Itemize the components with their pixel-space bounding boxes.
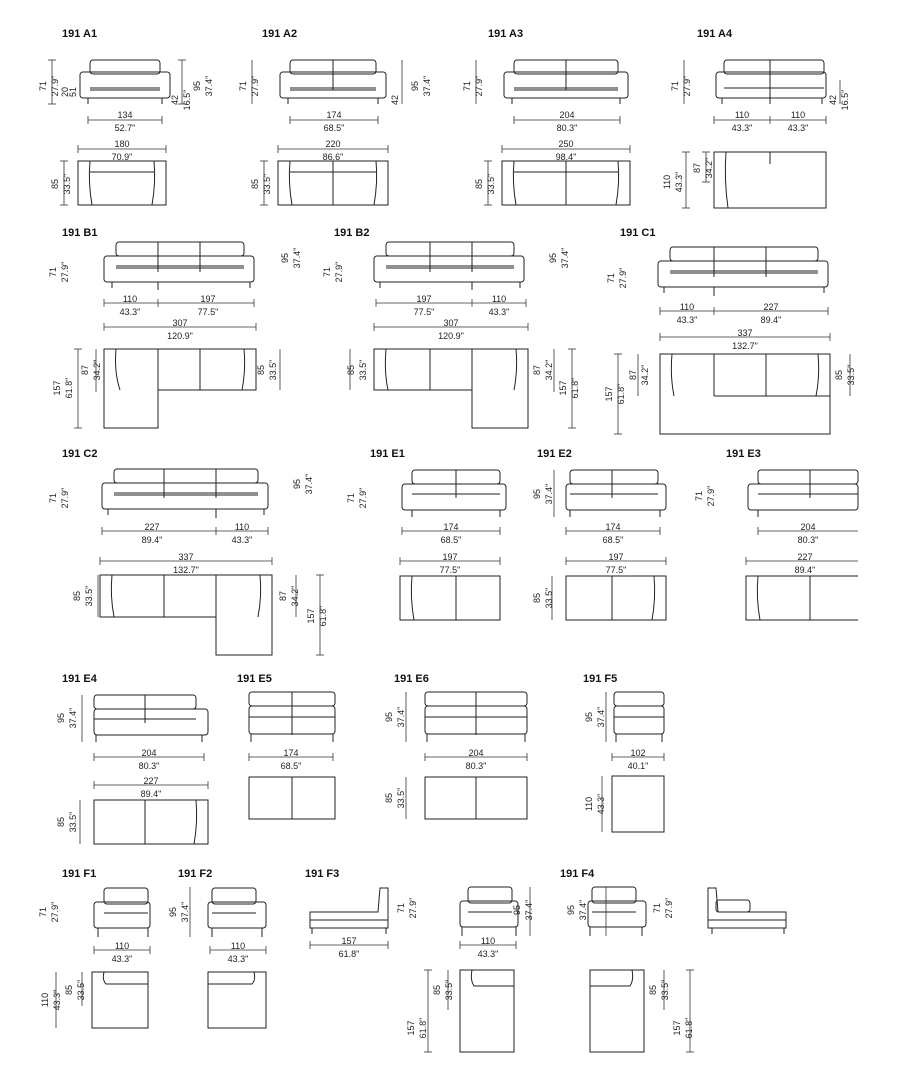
- module-f5-plan: [612, 776, 664, 832]
- dim-a2-h71-in: 27.9": [250, 75, 260, 97]
- dim-e2-depth-in: 33.5": [544, 587, 554, 609]
- dim-f3-std: 85: [432, 984, 442, 996]
- dim-b2-seg1-cm: 197: [416, 294, 432, 304]
- dim-c1-seg1-cm: 110: [679, 302, 695, 312]
- dim-e4-front-cm: 204: [141, 748, 157, 758]
- dim-a4-depth-in: 43.3": [674, 171, 684, 193]
- module-c1-elevation: [658, 247, 828, 296]
- dim-a2-depth: 85: [250, 178, 260, 190]
- dim-c1-deep-in: 34.2": [640, 364, 650, 386]
- dim-c1-seg2-in: 89.4": [760, 315, 782, 325]
- dim-e6-depth-in: 33.5": [396, 787, 406, 809]
- dim-b2-seg2-in: 43.3": [488, 307, 510, 317]
- dim-b1-deep-in: 34.2": [92, 359, 102, 381]
- dim-a1-h95-in: 37.4": [204, 75, 214, 97]
- module-f4-chaise-elevation: [708, 888, 786, 934]
- module-b2-plan: [374, 349, 528, 428]
- module-code-a2: 191 A2: [262, 28, 298, 40]
- module-code-f1: 191 F1: [62, 868, 97, 880]
- dim-f3-h71-in: 27.9": [408, 897, 418, 919]
- dim-b1-std: 85: [256, 364, 266, 376]
- dim-b2-h95: 95: [548, 252, 558, 264]
- dim-e2-total-cm: 197: [608, 552, 624, 562]
- dim-a1-h95: 95: [192, 80, 202, 92]
- dim-f3-depth-in: 61.8": [418, 1017, 428, 1039]
- module-e2-elevation: [566, 470, 666, 517]
- module-f3-chair-elevation: [460, 887, 518, 936]
- dim-c2-seg2-in: 43.3": [231, 535, 253, 545]
- dim-f4-h95: 95: [566, 904, 576, 916]
- dim-b2-overall-cm: 307: [443, 318, 459, 328]
- dim-e4-h95-in: 37.4": [68, 707, 78, 729]
- dim-c2-seg1-cm: 227: [144, 522, 160, 532]
- dim-e4-front-in: 80.3": [138, 761, 160, 771]
- module-code-f3: 191 F3: [305, 868, 340, 880]
- dim-c1-depth: 157: [604, 386, 614, 402]
- dim-b1-seg1-cm: 110: [122, 294, 138, 304]
- dim-e3-h71: 71: [694, 490, 704, 502]
- dim-e4-h95: 95: [56, 712, 66, 724]
- dim-b1-overall-in: 120.9": [167, 331, 193, 341]
- dim-c2-seg1-in: 89.4": [141, 535, 163, 545]
- dim-e6-h95-in: 37.4": [396, 706, 406, 728]
- module-a2-elevation: [280, 60, 386, 104]
- module-code-e4: 191 E4: [62, 673, 97, 685]
- module-f1-elevation: [94, 888, 150, 937]
- dim-a2-depth-in: 33.5": [262, 173, 272, 195]
- dim-f2-front-in: 43.3": [227, 954, 249, 964]
- module-f5-elevation: [614, 692, 664, 742]
- dim-a3-depth: 85: [474, 178, 484, 190]
- dim-a3-front-in: 80.3": [556, 123, 578, 133]
- dim-e1-total-cm: 197: [442, 552, 458, 562]
- dim-f1-depth: 110: [40, 992, 50, 1008]
- dim-c2-depth-in: 61.8": [318, 605, 328, 627]
- dim-e2-depth: 85: [532, 592, 542, 604]
- dim-c1-overall-cm: 337: [737, 328, 753, 338]
- dim-e4-depth-in: 33.5": [68, 811, 78, 833]
- dim-a4-arm: 42: [828, 94, 838, 106]
- dim-e6-front-in: 80.3": [465, 761, 487, 771]
- module-f3-plan: [460, 970, 514, 1052]
- dim-a3-h71-in: 27.9": [474, 75, 484, 97]
- dim-f3-chair-cm: 110: [480, 936, 496, 946]
- module-e1-plan: [400, 576, 500, 620]
- dim-c2-std-in: 33.5": [84, 585, 94, 607]
- dim-c2-depth: 157: [306, 608, 316, 624]
- dim-a4-right-cm: 110: [790, 110, 806, 120]
- module-code-b1: 191 B1: [62, 227, 98, 239]
- module-c1-plan: [660, 354, 830, 434]
- dim-b2-h71: 71: [322, 266, 332, 278]
- dim-f4-depth-in: 61.8": [684, 1017, 694, 1039]
- dim-e2-front-cm: 174: [605, 522, 621, 532]
- dim-f3-h95: 95: [512, 904, 522, 916]
- dim-f5-h95-in: 37.4": [596, 706, 606, 728]
- module-code-e1: 191 E1: [370, 448, 405, 460]
- dim-e1-total-in: 77.5": [439, 565, 461, 575]
- dim-f2-h95-in: 37.4": [180, 901, 190, 923]
- dim-c2-h95-in: 37.4": [304, 473, 314, 495]
- dim-e3-total-cm: 227: [797, 552, 813, 562]
- dim-f2-h95: 95: [168, 906, 178, 918]
- dim-e4-total-cm: 227: [143, 776, 159, 786]
- dim-e2-front-in: 68.5": [602, 535, 624, 545]
- module-code-b2: 191 B2: [334, 227, 370, 239]
- dim-b2-seg1-in: 77.5": [413, 307, 435, 317]
- module-f4-elevation: [588, 887, 646, 936]
- module-code-e3: 191 E3: [726, 448, 761, 460]
- module-b1-plan: [104, 349, 256, 428]
- dim-a3-total-in: 98.4": [555, 152, 577, 162]
- dim-f3-depth: 157: [406, 1020, 416, 1036]
- dim-f4-h95-in: 37.4": [578, 899, 588, 921]
- dim-f3-h71: 71: [396, 902, 406, 914]
- dim-e3-h71-in: 27.9": [706, 485, 716, 507]
- dim-a1-total-cm: 180: [114, 139, 130, 149]
- module-code-a3: 191 A3: [488, 28, 524, 40]
- dim-f1-h71: 71: [38, 906, 48, 918]
- module-e2-plan: [566, 576, 666, 620]
- dim-a1-seat: 20: [60, 86, 70, 98]
- module-code-e5: 191 E5: [237, 673, 272, 685]
- dim-b2-h95-in: 37.4": [560, 247, 570, 269]
- dim-e1-h71: 71: [346, 492, 356, 504]
- dim-e1-front-in: 68.5": [440, 535, 462, 545]
- dim-a2-total-cm: 220: [325, 139, 341, 149]
- module-code-f2: 191 F2: [178, 868, 213, 880]
- dim-f3-h95-in: 37.4": [524, 899, 534, 921]
- dim-f1-std: 85: [64, 984, 74, 996]
- dim-a4-arm-in: 16.5": [840, 89, 850, 111]
- dim-e6-depth: 85: [384, 792, 394, 804]
- module-a4-elevation: [716, 60, 826, 104]
- dim-c2-h71: 71: [48, 492, 58, 504]
- dim-b1-h71: 71: [48, 266, 58, 278]
- dim-a1-depth-in: 33.5": [62, 173, 72, 195]
- dim-a1-depth: 85: [50, 178, 60, 190]
- dim-f5-front-in: 40.1": [627, 761, 649, 771]
- dim-b1-seg2-cm: 197: [200, 294, 216, 304]
- dim-b2-seg2-cm: 110: [491, 294, 507, 304]
- dim-c1-deep: 87: [628, 369, 638, 381]
- dim-c2-seg2-cm: 110: [234, 522, 250, 532]
- dim-f1-h71-in: 27.9": [50, 901, 60, 923]
- dim-a4-left-cm: 110: [734, 110, 750, 120]
- module-f4-plan: [590, 970, 644, 1052]
- dim-a1-total-in: 70.9": [111, 152, 133, 162]
- dim-e5-front-cm: 174: [283, 748, 299, 758]
- module-f3-elevation: [310, 888, 388, 934]
- dim-f5-depth-in: 43.3": [596, 793, 606, 815]
- module-e6-elevation: [425, 692, 527, 742]
- dim-f5-depth: 110: [584, 796, 594, 812]
- module-c2-elevation: [102, 469, 268, 518]
- module-code-c2: 191 C2: [62, 448, 98, 460]
- dim-f4-depth: 157: [672, 1020, 682, 1036]
- module-code-f4: 191 F4: [560, 868, 595, 880]
- dim-c1-seg1-in: 43.3": [676, 315, 698, 325]
- dim-a3-depth-in: 33.5": [486, 173, 496, 195]
- dim-e1-front-cm: 174: [443, 522, 459, 532]
- module-e4-elevation: [94, 695, 208, 742]
- module-e3-plan: [746, 576, 858, 620]
- dim-a1-front-cm: 134: [117, 110, 133, 120]
- dim-a4-h71: 71: [670, 80, 680, 92]
- module-a3-elevation: [504, 60, 628, 104]
- module-a3-plan: [502, 161, 630, 205]
- dim-a3-h71: 71: [462, 80, 472, 92]
- dim-b1-std-in: 33.5": [268, 359, 278, 381]
- dim-e2-total-in: 77.5": [605, 565, 627, 575]
- dim-b1-deep: 87: [80, 364, 90, 376]
- dim-f3-chaise-cm: 157: [341, 936, 357, 946]
- dim-b1-h95: 95: [280, 252, 290, 264]
- dim-c2-h71-in: 27.9": [60, 487, 70, 509]
- dim-a4-right-in: 43.3": [787, 123, 809, 133]
- dim-f1-depth-in: 43.3": [52, 989, 62, 1011]
- module-f2-elevation: [208, 888, 266, 937]
- module-code-a4: 191 A4: [697, 28, 733, 40]
- module-e5-elevation: [249, 692, 335, 742]
- dim-a1-h71-in: 27.9": [50, 75, 60, 97]
- module-c2-plan: [100, 575, 272, 655]
- module-a1-plan: [78, 161, 166, 205]
- dim-b2-depth-in: 61.8": [570, 377, 580, 399]
- dim-f4-std: 85: [648, 984, 658, 996]
- dim-f3-std-in: 33.5": [444, 979, 454, 1001]
- dim-b2-h71-in: 27.9": [334, 261, 344, 283]
- module-e3-elevation: [748, 470, 858, 517]
- dim-c2-std: 85: [72, 590, 82, 602]
- dim-f5-h95: 95: [584, 711, 594, 723]
- dim-e2-h95: 95: [532, 488, 542, 500]
- dim-c2-deep: 87: [278, 590, 288, 602]
- module-code-a1: 191 A1: [62, 28, 98, 40]
- dim-f2-front-cm: 110: [230, 941, 246, 951]
- dim-e3-total-in: 89.4": [794, 565, 816, 575]
- dim-e5-front-in: 68.5": [280, 761, 302, 771]
- dim-b2-depth: 157: [558, 380, 568, 396]
- dim-c1-h71: 71: [606, 272, 616, 284]
- dim-f4-h71: 71: [652, 902, 662, 914]
- module-f1-plan: [92, 972, 148, 1028]
- dim-a4-depth: 110: [662, 174, 672, 190]
- dim-a1-h71: 71: [38, 80, 48, 92]
- module-code-e6: 191 E6: [394, 673, 429, 685]
- dim-b1-overall-cm: 307: [172, 318, 188, 328]
- dim-a4-h71-in: 27.9": [682, 75, 692, 97]
- dim-a3-total-cm: 250: [558, 139, 574, 149]
- dim-a2-arm: 42: [390, 94, 400, 106]
- module-e4-plan: [94, 800, 208, 844]
- module-a4-plan: [714, 152, 826, 208]
- dim-c1-seg2-cm: 227: [763, 302, 779, 312]
- dim-e6-h95: 95: [384, 711, 394, 723]
- module-code-f5: 191 F5: [583, 673, 618, 685]
- dim-b1-depth: 157: [52, 380, 62, 396]
- dim-a4-left-in: 43.3": [731, 123, 753, 133]
- dim-c2-overall-cm: 337: [178, 552, 194, 562]
- dimension-labels: [112, 110, 819, 964]
- dim-a2-total-in: 86.6": [322, 152, 344, 162]
- dim-b1-h71-in: 27.9": [60, 261, 70, 283]
- dim-f4-h71-in: 27.9": [664, 897, 674, 919]
- dim-e4-total-in: 89.4": [140, 789, 162, 799]
- dim-b2-deep-in: 34.2": [544, 359, 554, 381]
- module-f2-plan: [208, 972, 266, 1028]
- dim-b1-depth-in: 61.8": [64, 377, 74, 399]
- dim-a1-arm: 42: [170, 94, 180, 106]
- module-b2-elevation: [374, 242, 524, 290]
- module-code-c1: 191 C1: [620, 227, 656, 239]
- dim-f3-chair-in: 43.3": [477, 949, 499, 959]
- dim-f3-chaise-in: 61.8": [338, 949, 360, 959]
- dim-a2-front-cm: 174: [326, 110, 342, 120]
- dim-c1-std-in: 33.5": [846, 364, 856, 386]
- dim-a4-deep: 87: [692, 162, 702, 174]
- module-e1-elevation: [402, 470, 506, 517]
- dim-a2-h71: 71: [238, 80, 248, 92]
- dim-e2-h95-in: 37.4": [544, 483, 554, 505]
- dim-a2-front-in: 68.5": [323, 123, 345, 133]
- dim-b2-std-in: 33.5": [358, 359, 368, 381]
- dim-c1-std: 85: [834, 369, 844, 381]
- dim-a1-arm-in: 16.5": [182, 89, 192, 111]
- dim-b1-seg1-in: 43.3": [119, 307, 141, 317]
- dim-c2-deep-in: 34.2": [290, 585, 300, 607]
- dim-f1-std-in: 33.5": [76, 979, 86, 1001]
- module-a1-elevation: [80, 60, 170, 104]
- dim-f1-front-in: 43.3": [111, 954, 133, 964]
- dim-a2-h95-in: 37.4": [422, 75, 432, 97]
- dim-b2-overall-in: 120.9": [438, 331, 464, 341]
- module-a2-plan: [278, 161, 388, 205]
- dim-c1-overall-in: 132.7": [732, 341, 758, 351]
- dim-b1-h95-in: 37.4": [292, 247, 302, 269]
- dim-f5-front-cm: 102: [630, 748, 646, 758]
- dim-e3-front-in: 80.3": [797, 535, 819, 545]
- module-e6-plan: [425, 777, 527, 819]
- dim-b2-std: 85: [346, 364, 356, 376]
- module-e5-plan: [249, 777, 335, 819]
- dim-a1-front-in: 52.7": [114, 123, 136, 133]
- dim-a4-deep-in: 34.2": [704, 157, 714, 179]
- dim-e1-h71-in: 27.9": [358, 487, 368, 509]
- dim-e6-front-cm: 204: [468, 748, 484, 758]
- module-b1-elevation: [104, 242, 254, 290]
- dim-e3-front-cm: 204: [800, 522, 816, 532]
- dim-f4-std-in: 33.5": [660, 979, 670, 1001]
- dim-a2-h95: 95: [410, 80, 420, 92]
- dim-b2-deep: 87: [532, 364, 542, 376]
- dim-c2-h95: 95: [292, 478, 302, 490]
- dim-a1-seat2: 51: [68, 86, 78, 98]
- dim-a3-front-cm: 204: [559, 110, 575, 120]
- dim-b1-seg2-in: 77.5": [197, 307, 219, 317]
- dim-e4-depth: 85: [56, 816, 66, 828]
- dim-c2-overall-in: 132.7": [173, 565, 199, 575]
- dim-c1-depth-in: 61.8": [616, 383, 626, 405]
- dim-f1-front-cm: 110: [114, 941, 130, 951]
- module-code-e2: 191 E2: [537, 448, 572, 460]
- dim-c1-h71-in: 27.9": [618, 267, 628, 289]
